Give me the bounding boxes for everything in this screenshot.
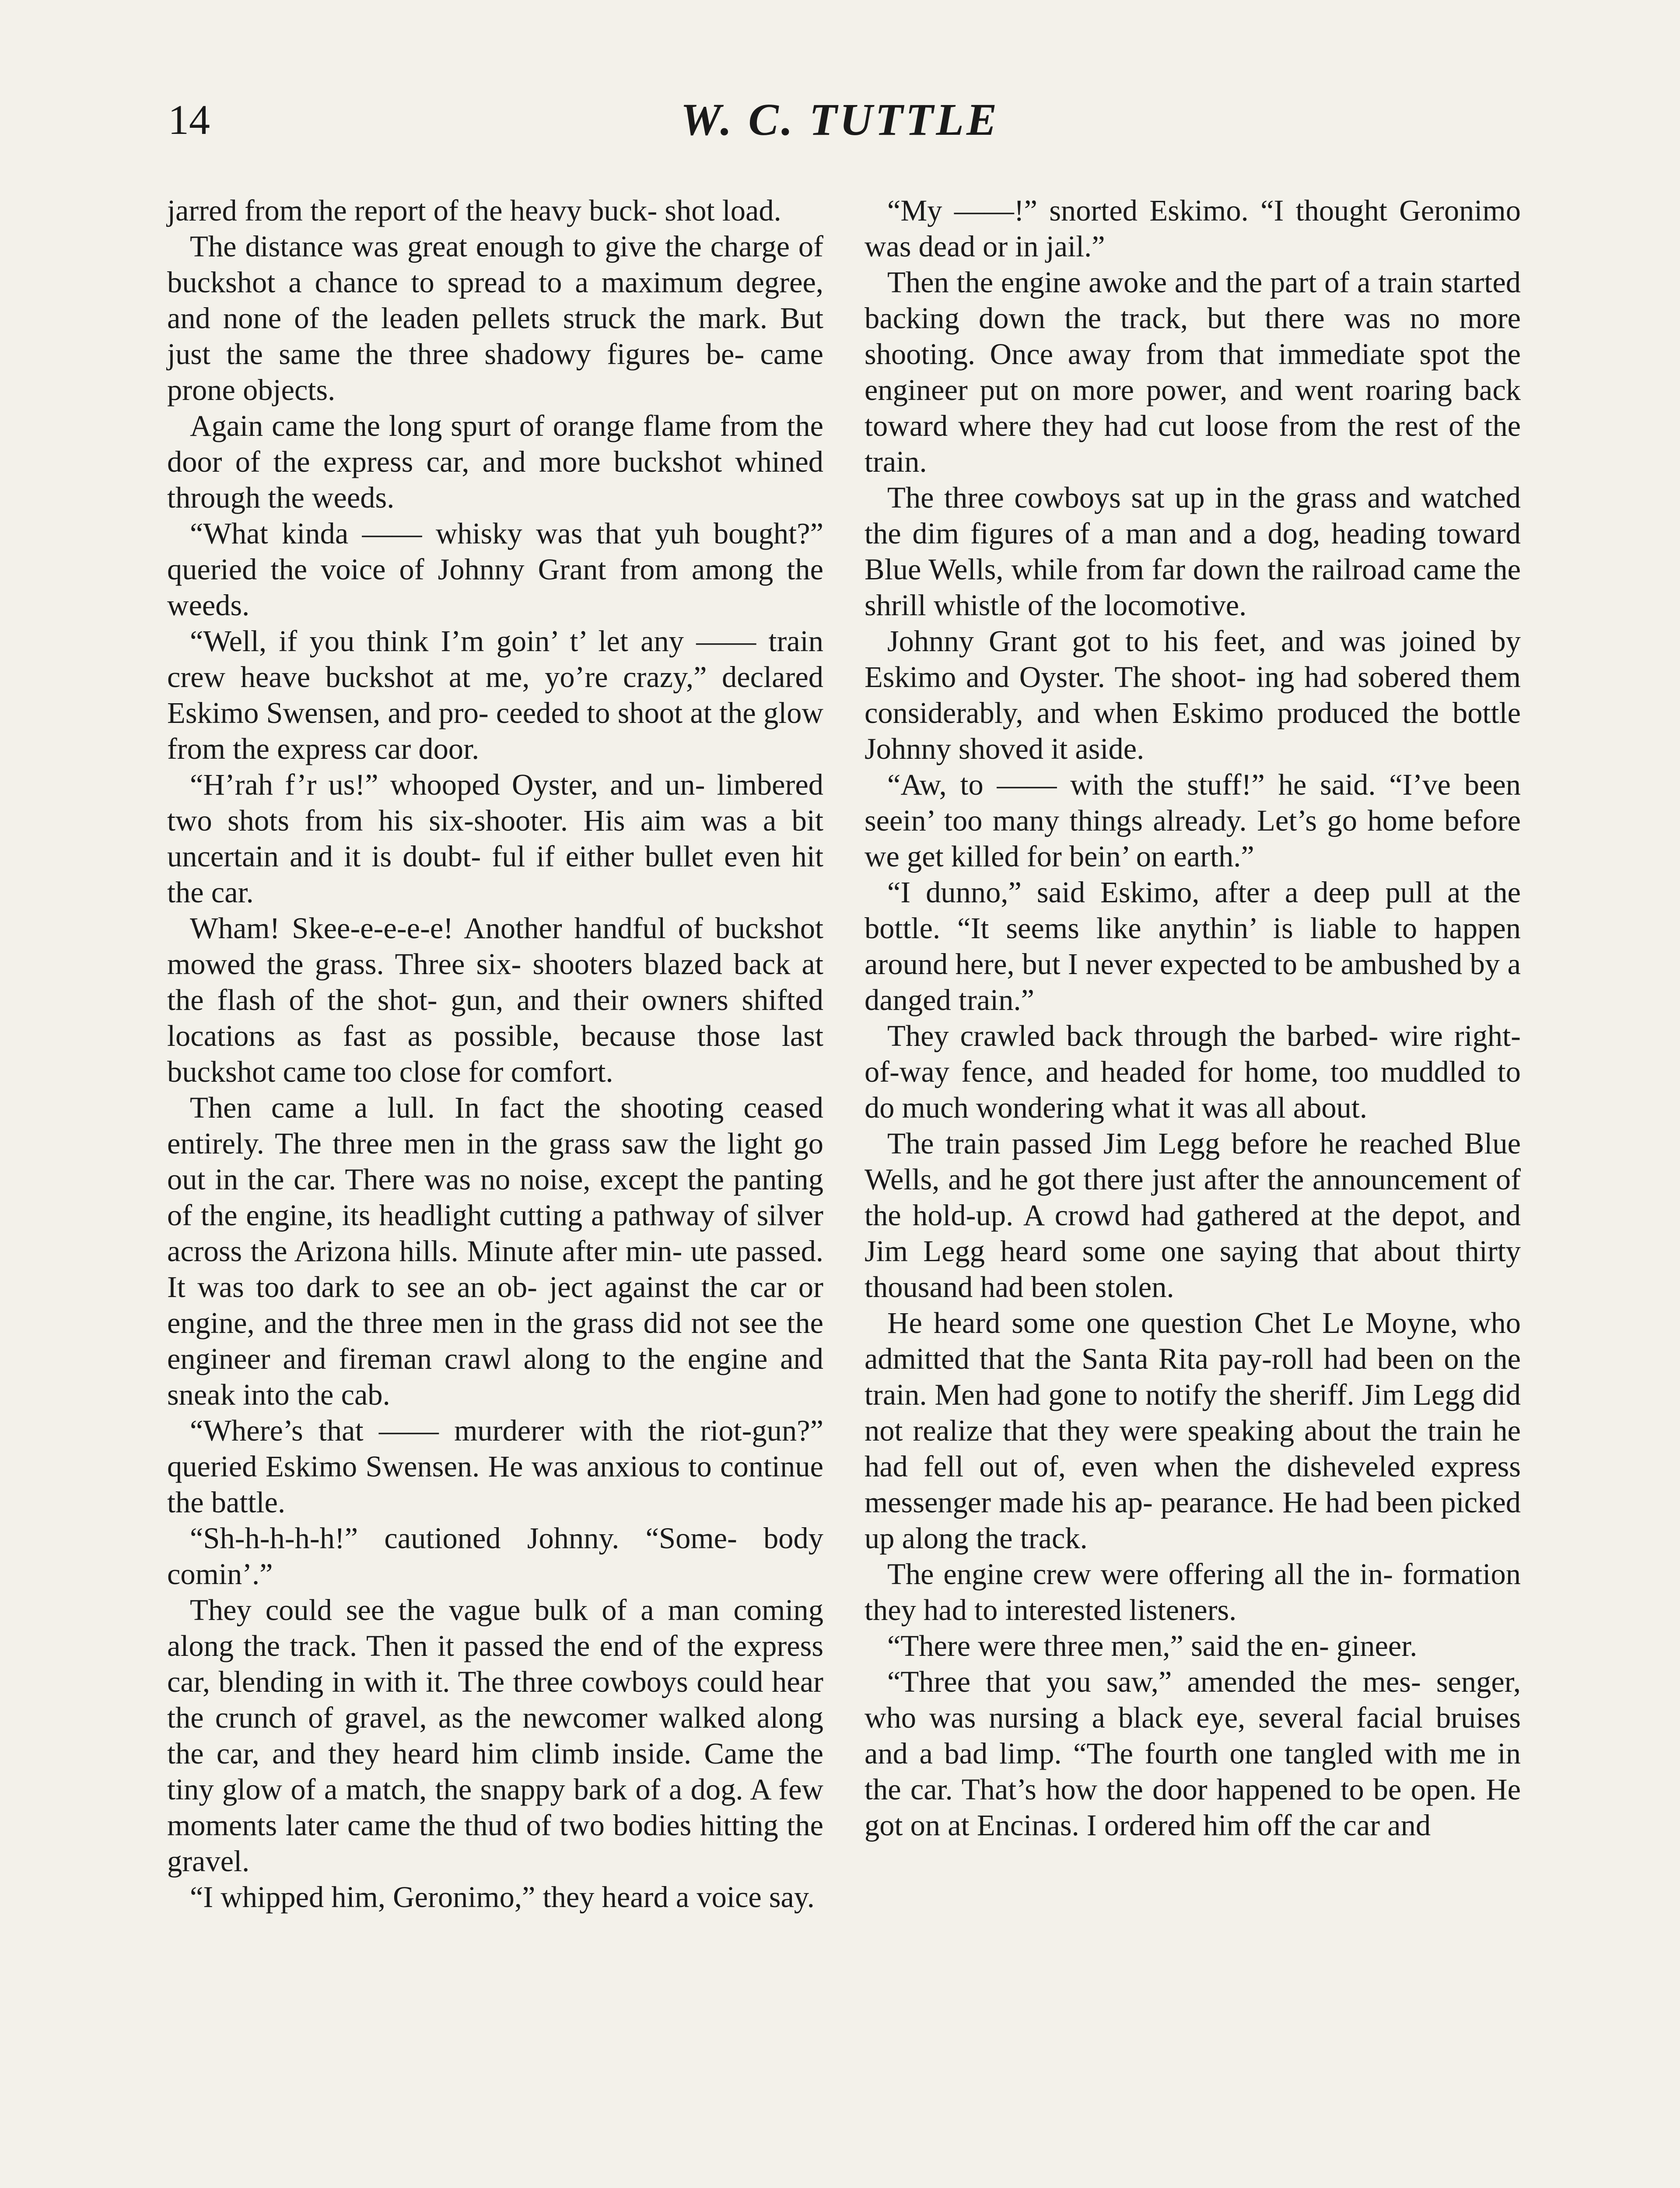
paragraph: The engine crew were offering all the in- formation they had to interested listeners.	[864, 1557, 1521, 1627]
paragraph: “There were three men,” said the en- gineer.	[887, 1629, 1418, 1662]
paragraph: “Where’s that —— murderer with the riot-gun?” queried Eskimo Swensen. He was anxious to continue the battle.	[167, 1414, 823, 1519]
paragraph: “Well, if you think I’m goin’ t’ let any —— train crew heave buckshot at me, yo’re crazy,” declared Eskimo Swensen, and pro- ceeded to shoot at the glow from the express car door.	[167, 624, 823, 765]
paragraph: “Sh-h-h-h-h!” cautioned Johnny. “Some- body comin’.”	[167, 1522, 823, 1591]
paragraph: The three cowboys sat up in the grass and watched the dim figures of a man and a dog, heading toward Blue Wells, while from far down the railroad came the shrill whistle of the locomotive.	[864, 481, 1521, 622]
paragraph: Again came the long spurt of orange flame from the door of the express car, and more buckshot whined through the weeds.	[167, 409, 823, 514]
paragraph: “My ——!” snorted Eskimo. “I thought Geronimo was dead or in jail.”	[864, 194, 1521, 263]
right-column	[864, 193, 1521, 1843]
paragraph: “H’rah f’r us!” whooped Oyster, and un- limbered two shots from his six-shooter. His aim was a bit uncertain and it is doubt- ful if either bullet even hit the car.	[167, 768, 823, 909]
paragraph: Johnny Grant got to his feet, and was joined by Eskimo and Oyster. The shoot- ing had sobered them considerably, and when Eskimo produced the bottle Johnny shoved it aside.	[864, 624, 1521, 765]
paragraph: The train passed Jim Legg before he reached Blue Wells, and he got there just after the announcement of the hold-up. A crowd had gathered at the depot, and Jim Legg heard some one saying that about thirty thousand had been stolen.	[864, 1127, 1521, 1304]
left-column	[167, 193, 823, 1915]
paragraph: jarred from the report of the heavy buck- shot load.	[167, 194, 781, 227]
paragraph: “I whipped him, Geronimo,” they heard a voice say.	[190, 1880, 815, 1914]
paragraph: He heard some one question Chet Le Moyne, who admitted that the Santa Rita pay-roll had been on the train. Men had gone to notify the sheriff. Jim Legg did not realize that they were speaking about the train he had fell out of, even when the disheveled express messenger made his ap- pearance. He had been picked up along the track.	[864, 1306, 1521, 1555]
paragraph: The distance was great enough to give the charge of buckshot a chance to spread to a maximum degree, and none of the leaden pellets struck the mark. But just the same the three shadowy figures be- came prone objects.	[167, 230, 823, 407]
page-number: 14	[168, 96, 210, 143]
paragraph: Then the engine awoke and the part of a train started backing down the track, but there was no more shooting. Once away from that immediate spot the engineer put on more power, and went roaring back toward where they had cut loose from the rest of the train.	[864, 266, 1521, 478]
paragraph: “Aw, to —— with the stuff!” he said. “I’ve been seein’ too many things already. Let’s go home before we get killed for bein’ on earth.”	[864, 768, 1521, 873]
paragraph: “I dunno,” said Eskimo, after a deep pull at the bottle. “It seems like anythin’ is liable to happen around here, but I never expected to be ambushed by a danged train.”	[864, 876, 1521, 1017]
paragraph: “What kinda —— whisky was that yuh bought?” queried the voice of Johnny Grant from among the weeds.	[167, 517, 823, 622]
running-head-title: W. C. TUTTLE	[680, 95, 1000, 145]
paragraph: They crawled back through the barbed- wire right-of-way fence, and headed for home, too muddled to do much wondering what it was all about.	[864, 1019, 1521, 1124]
paragraph: “Three that you saw,” amended the mes- senger, who was nursing a black eye, several facial bruises and a bad limp. “The fourth one tangled with me in the car. That’s how the door happened to be open. He got on at Encinas. I ordered him off the car and	[864, 1665, 1521, 1842]
paragraph: Wham! Skee-e-e-e-e! Another handful of buckshot mowed the grass. Three six- shooters blazed back at the flash of the shot- gun, and their owners shifted locations as fast as possible, because those last buckshot came too close for comfort.	[167, 912, 823, 1088]
paragraph: Then came a lull. In fact the shooting ceased entirely. The three men in the grass saw the light go out in the car. There was no noise, except the panting of the engine, its headlight cutting a pathway of silver across the Arizona hills. Minute after min- ute passed. It was too dark to see an ob- ject against the car or engine, and the three men in the grass did not see the engineer and fireman crawl along to the engine and sneak into the cab.	[167, 1091, 823, 1411]
paragraph: They could see the vague bulk of a man coming along the track. Then it passed the end of the express car, blending in with it. The three cowboys could hear the crunch of gravel, as the newcomer walked along the car, and they heard him climb inside. Came the tiny glow of a match, the snappy bark of a dog. A few moments later came the thud of two bodies hitting the gravel.	[167, 1593, 823, 1878]
